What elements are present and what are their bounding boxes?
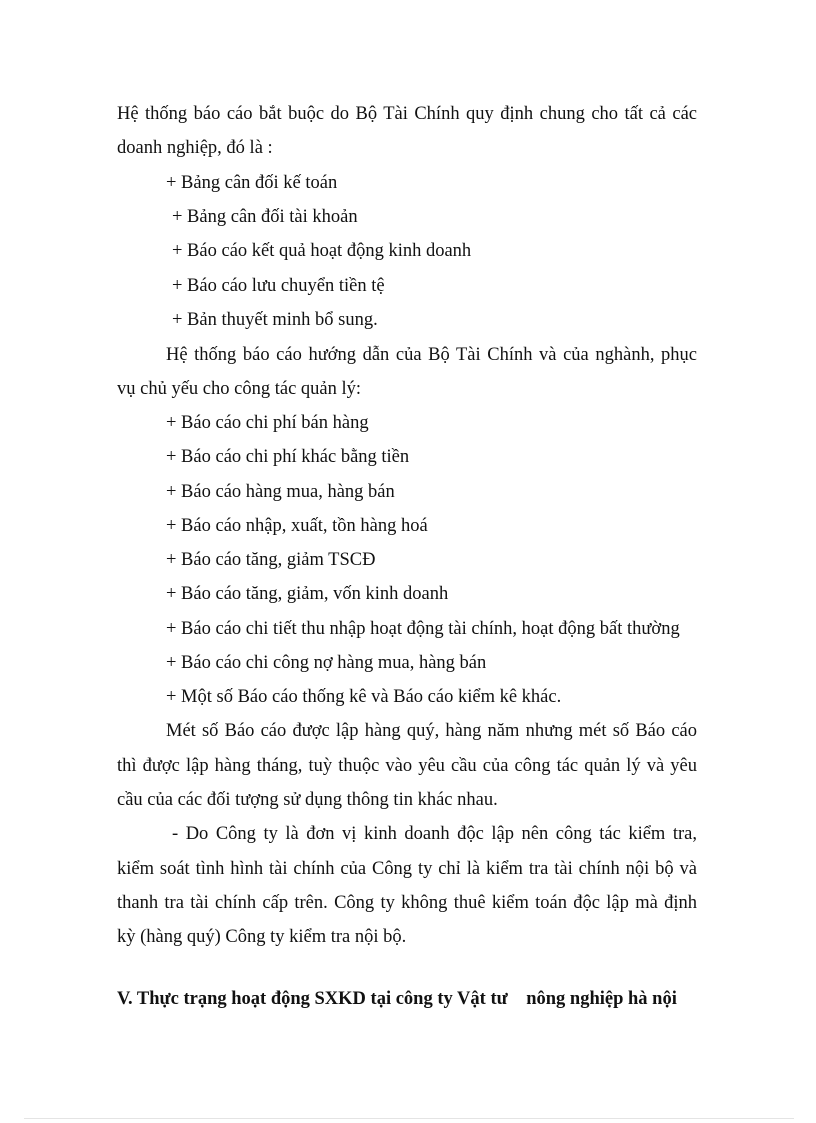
- guided-report-item: + Báo cáo nhập, xuất, tồn hàng hoá: [166, 516, 428, 536]
- paragraph-4-line-1: - Do Công ty là đơn vị kinh doanh độc lập nên công tác kiểm tra,: [172, 824, 697, 844]
- guided-report-item: + Báo cáo chi công nợ hàng mua, hàng bán: [166, 653, 487, 673]
- guided-report-item: + Báo cáo tăng, giảm, vốn kinh doanh: [166, 584, 449, 604]
- paragraph-2-line-1: Hệ thống báo cáo hướng dẫn của Bộ Tài Chính và của nghành, phục: [166, 345, 697, 365]
- section-heading: V. Thực trạng hoạt động SXKD tại công ty Vật tư nông nghiệp hà nội: [117, 989, 677, 1009]
- guided-report-item: + Một số Báo cáo thống kê và Báo cáo kiểm kê khác.: [166, 687, 562, 707]
- paragraph-1-line-1: Hệ thống báo cáo bắt buộc do Bộ Tài Chính quy định chung cho tất cả các: [117, 104, 697, 124]
- paragraph-3-line-1: Mét số Báo cáo được lập hàng quý, hàng năm nhưng mét số Báo cáo: [166, 721, 697, 741]
- paragraph-4-line-2: kiểm soát tình hình tài chính của Công ty chỉ là kiểm tra tài chính nội bộ và: [117, 859, 697, 879]
- guided-report-item: + Báo cáo hàng mua, hàng bán: [166, 482, 395, 502]
- paragraph-3-line-2: thì được lập hàng tháng, tuỳ thuộc vào yêu cầu của công tác quản lý và yêu: [117, 756, 697, 776]
- guided-report-item: + Báo cáo chi phí bán hàng: [166, 413, 369, 433]
- mandatory-report-item: + Báo cáo lưu chuyển tiền tệ: [172, 276, 385, 296]
- guided-report-item: + Báo cáo chi tiết thu nhập hoạt động tài chính, hoạt động bất thường: [166, 619, 680, 639]
- paragraph-4-line-4: kỳ (hàng quý) Công ty kiểm tra nội bộ.: [117, 927, 407, 947]
- paragraph-2-line-2: vụ chủ yếu cho công tác quản lý:: [117, 379, 362, 399]
- paragraph-4-line-3: thanh tra tài chính cấp trên. Công ty không thuê kiểm toán độc lập mà định: [117, 893, 697, 913]
- mandatory-report-item: + Bảng cân đối tài khoản: [172, 207, 358, 227]
- guided-report-item: + Báo cáo chi phí khác bằng tiền: [166, 447, 410, 467]
- guided-report-item: + Báo cáo tăng, giảm TSCĐ: [166, 550, 376, 570]
- page-bottom-edge: [24, 1118, 794, 1119]
- paragraph-3-line-3: cầu của các đối tượng sử dụng thông tin khác nhau.: [117, 790, 498, 810]
- paragraph-1-line-2: doanh nghiệp, đó là :: [117, 138, 273, 158]
- mandatory-report-item: + Bảng cân đối kế toán: [166, 173, 338, 193]
- mandatory-report-item: + Báo cáo kết quả hoạt động kinh doanh: [172, 241, 472, 261]
- mandatory-report-item: + Bản thuyết minh bổ sung.: [172, 310, 378, 330]
